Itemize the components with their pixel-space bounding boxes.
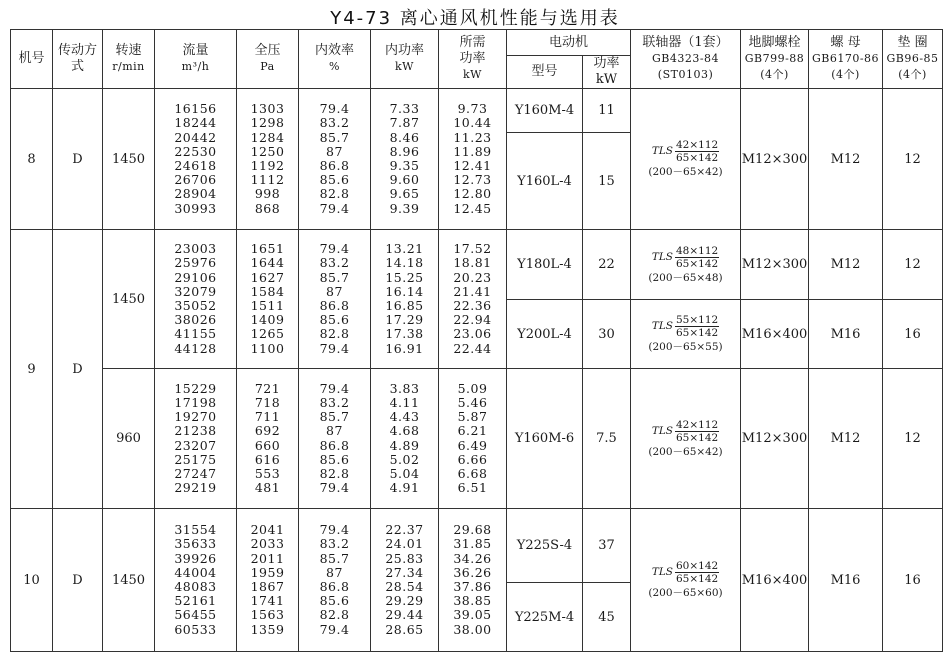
motor-power-cell: 37 <box>583 509 631 583</box>
speed-cell: 1450 <box>103 509 155 652</box>
motor-model-cell: Y160L-4 <box>507 133 583 230</box>
nut-cell: M12 <box>809 230 883 300</box>
motor-power-cell: 30 <box>583 300 631 369</box>
coupling-cell: TLS $\frac{42\times 112}{65\times 142}$ (200－65×42) <box>631 89 741 230</box>
inner-power-cell: 3.83 4.11 4.43 4.68 4.89 5.02 5.04 4.91 <box>371 369 439 509</box>
efficiency-cell: 79.4 83.2 85.7 87 86.8 85.6 82.8 79.4 <box>299 509 371 652</box>
required-power-cell: 17.52 18.81 20.23 21.41 22.36 22.94 23.06 22.44 <box>439 230 507 369</box>
table-row <box>11 369 943 509</box>
washer-cell: 16 <box>883 509 943 652</box>
speed-cell: 1450 <box>103 89 155 230</box>
nut-cell: M12 <box>809 89 883 230</box>
machine-no-cell: 9 <box>11 230 53 509</box>
pressure-cell: 2041 2033 2011 1959 1867 1741 1563 1359 <box>237 509 299 652</box>
washer-cell: 12 <box>883 230 943 300</box>
header-washer: 垫 圈 GB96-85 (4个) <box>883 30 943 89</box>
motor-power-cell: 45 <box>583 583 631 652</box>
washer-cell: 16 <box>883 300 943 369</box>
inner-power-cell: 13.21 14.18 15.25 16.14 16.85 17.29 17.38 16.91 <box>371 230 439 369</box>
coupling-cell: TLS $\frac{42\times 112}{65\times 142}$ (200－65×42) <box>631 369 741 509</box>
drive-cell: D <box>53 89 103 230</box>
pressure-cell: 1303 1298 1284 1250 1192 1112 998 868 <box>237 89 299 230</box>
nut-cell: M16 <box>809 509 883 652</box>
washer-cell: 12 <box>883 369 943 509</box>
nut-cell: M16 <box>809 300 883 369</box>
anchor-bolt-cell: M16×400 <box>741 509 809 652</box>
table-row <box>11 230 943 300</box>
efficiency-cell: 79.4 83.2 85.7 87 86.8 85.6 82.8 79.4 <box>299 369 371 509</box>
table-row <box>11 509 943 583</box>
inner-power-cell: 22.37 24.01 25.83 27.34 28.54 29.29 29.44 28.65 <box>371 509 439 652</box>
efficiency-cell: 79.4 83.2 85.7 87 86.8 85.6 82.8 79.4 <box>299 89 371 230</box>
motor-model-cell: Y160M-4 <box>507 89 583 133</box>
motor-model-cell: Y180L-4 <box>507 230 583 300</box>
table-title: Y4-73 离心通风机性能与选用表 <box>330 8 620 29</box>
header-inner-power: 内功率 kW <box>371 30 439 89</box>
motor-power-cell: 22 <box>583 230 631 300</box>
efficiency-cell: 79.4 83.2 85.7 87 86.8 85.6 82.8 79.4 <box>299 230 371 369</box>
machine-no-cell: 10 <box>11 509 53 652</box>
header-motor-power: 功率 kW <box>583 56 631 89</box>
speed-cell: 960 <box>103 369 155 509</box>
flow-cell: 23003 25976 29106 32079 35052 38026 41155 44128 <box>155 230 237 369</box>
anchor-bolt-cell: M12×300 <box>741 369 809 509</box>
motor-model-cell: Y225S-4 <box>507 509 583 583</box>
anchor-bolt-cell: M16×400 <box>741 300 809 369</box>
motor-model-cell: Y200L-4 <box>507 300 583 369</box>
table-row <box>11 89 943 133</box>
header-flow: 流量 m³/h <box>155 30 237 89</box>
header-coupling: 联轴器（1套） GB4323-84 (ST0103) <box>631 30 741 89</box>
required-power-cell: 5.09 5.46 5.87 6.21 6.49 6.66 6.68 6.51 <box>439 369 507 509</box>
header-required-power: 所需 功率 kW <box>439 30 507 89</box>
inner-power-cell: 7.33 7.87 8.46 8.96 9.35 9.60 9.65 9.39 <box>371 89 439 230</box>
required-power-cell: 9.73 10.44 11.23 11.89 12.41 12.73 12.80 12.45 <box>439 89 507 230</box>
washer-cell: 12 <box>883 89 943 230</box>
anchor-bolt-cell: M12×300 <box>741 89 809 230</box>
motor-model-cell: Y225M-4 <box>507 583 583 652</box>
header-anchor-bolt: 地脚螺栓 GB799-88 (4个) <box>741 30 809 89</box>
speed-cell: 1450 <box>103 230 155 369</box>
header-efficiency: 内效率 % <box>299 30 371 89</box>
header-machine-no: 机号 <box>11 30 53 89</box>
nut-cell: M12 <box>809 369 883 509</box>
motor-power-cell: 11 <box>583 89 631 133</box>
required-power-cell: 29.68 31.85 34.26 36.26 37.86 38.85 39.05 38.00 <box>439 509 507 652</box>
fan-performance-table <box>10 29 943 652</box>
flow-cell: 31554 35633 39926 44004 48083 52161 56455 60533 <box>155 509 237 652</box>
header-drive: 传动方式 <box>53 30 103 89</box>
flow-cell: 15229 17198 19270 21238 23207 25175 27247 29219 <box>155 369 237 509</box>
pressure-cell: 721 718 711 692 660 616 553 481 <box>237 369 299 509</box>
anchor-bolt-cell: M12×300 <box>741 230 809 300</box>
header-pressure: 全压 Pa <box>237 30 299 89</box>
header-speed: 转速 r/min <box>103 30 155 89</box>
pressure-cell: 1651 1644 1627 1584 1511 1409 1265 1100 <box>237 230 299 369</box>
header-nut: 螺 母 GB6170-86 (4个) <box>809 30 883 89</box>
drive-cell: D <box>53 509 103 652</box>
coupling-cell: TLS $\frac{60\times 142}{65\times 142}$ (200－65×60) <box>631 509 741 652</box>
machine-no-cell: 8 <box>11 89 53 230</box>
coupling-cell: TLS $\frac{55\times 112}{65\times 142}$ (200－65×55) <box>631 300 741 369</box>
motor-power-cell: 7.5 <box>583 369 631 509</box>
header-motor-model: 型号 <box>507 56 583 89</box>
drive-cell: D <box>53 230 103 509</box>
flow-cell: 16156 18244 20442 22530 24618 26706 28904 30993 <box>155 89 237 230</box>
coupling-cell: TLS $\frac{48\times 112}{65\times 142}$ (200－65×48) <box>631 230 741 300</box>
motor-model-cell: Y160M-6 <box>507 369 583 509</box>
motor-power-cell: 15 <box>583 133 631 230</box>
header-motor: 电动机 <box>507 30 631 56</box>
